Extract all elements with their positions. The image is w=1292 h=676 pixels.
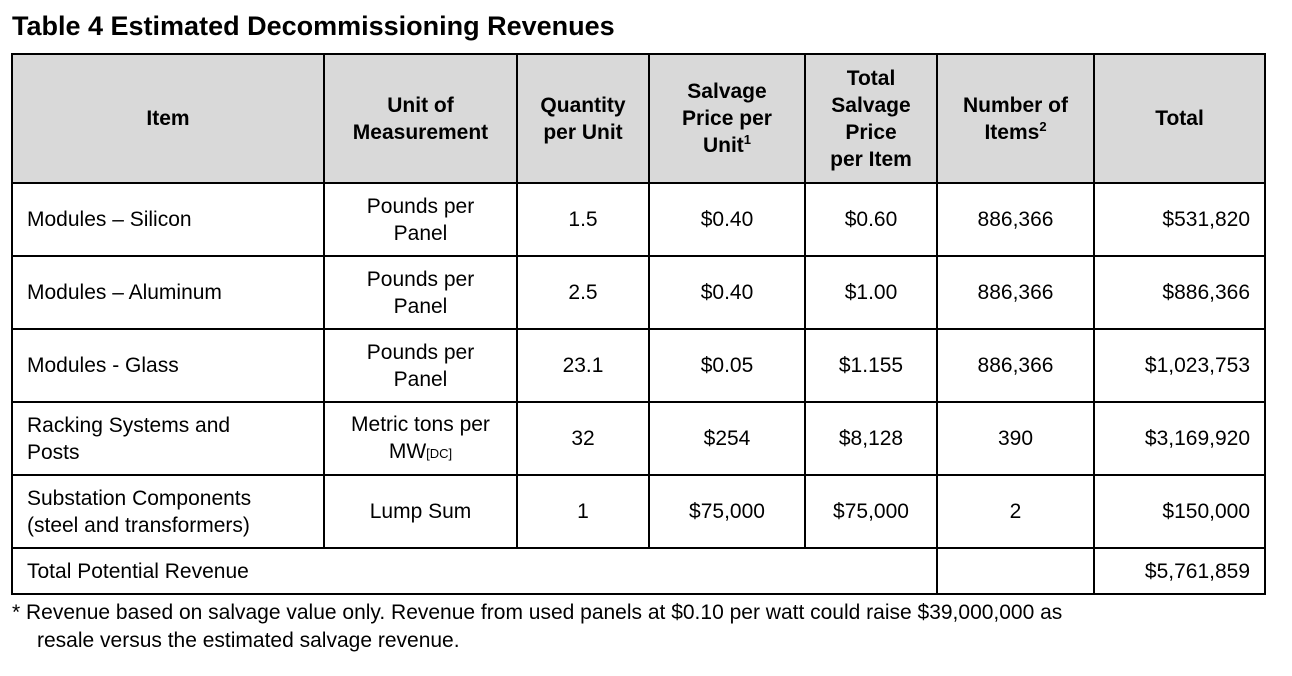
- quantity-cell: 1: [517, 475, 649, 548]
- header-salvage-price: Salvage Price per Unit$^1$: [649, 54, 805, 183]
- number-of-items-cell: 886,366: [937, 256, 1094, 329]
- header-total-salvage-price: Total Salvage Price per Item: [805, 54, 937, 183]
- total-potential-revenue-label: Total Potential Revenue: [12, 548, 937, 594]
- header-number-of-items: Number of Items$^2$: [937, 54, 1094, 183]
- number-of-items-cell: 390: [937, 402, 1094, 475]
- total-cell: $531,820: [1094, 183, 1265, 256]
- number-of-items-cell: 886,366: [937, 329, 1094, 402]
- quantity-cell: 23.1: [517, 329, 649, 402]
- salvage-price-cell: $75,000: [649, 475, 805, 548]
- unit-cell: Pounds per Panel: [324, 329, 517, 402]
- item-cell: Modules – Aluminum: [12, 256, 324, 329]
- decommissioning-revenue-table: [11, 53, 1266, 595]
- header-unit: Unit of Measurement: [324, 54, 517, 183]
- salvage-price-cell: $0.40: [649, 183, 805, 256]
- table-row: [12, 402, 1265, 475]
- quantity-cell: 2.5: [517, 256, 649, 329]
- header-quantity: Quantity per Unit: [517, 54, 649, 183]
- footnote-marker: 1: [743, 132, 752, 147]
- total-salvage-price-cell: $1.155: [805, 329, 937, 402]
- salvage-price-cell: $0.40: [649, 256, 805, 329]
- item-cell: Modules – Silicon: [12, 183, 324, 256]
- total-cell: $886,366: [1094, 256, 1265, 329]
- quantity-cell: 32: [517, 402, 649, 475]
- total-potential-revenue-value: $5,761,859: [1094, 548, 1265, 594]
- header-total: Total: [1094, 54, 1265, 183]
- number-of-items-cell: 886,366: [937, 183, 1094, 256]
- unit-cell: Pounds per Panel: [324, 183, 517, 256]
- total-cell: $3,169,920: [1094, 402, 1265, 475]
- table-row: [12, 329, 1265, 402]
- total-salvage-price-cell: $0.60: [805, 183, 937, 256]
- footnote-marker: 2: [1039, 118, 1047, 134]
- number-of-items-cell: 2: [937, 475, 1094, 548]
- footnote-line-1: * Revenue based on salvage value only. Revenue from used panels at $0.10 per watt could raise $39,000,000 as: [12, 601, 1063, 624]
- item-cell: Substation Components (steel and transformers): [12, 475, 324, 548]
- unit-cell: Lump Sum: [324, 475, 517, 548]
- total-cell: $150,000: [1094, 475, 1265, 548]
- salvage-price-cell: $254: [649, 402, 805, 475]
- table-footnote: [12, 599, 1272, 655]
- item-cell: Modules - Glass: [12, 329, 324, 402]
- total-row-empty-cell: [937, 548, 1094, 594]
- item-cell: Racking Systems and Posts: [12, 402, 324, 475]
- unit-subscript: [DC]: [426, 445, 453, 461]
- header-row: [12, 54, 1265, 183]
- table-row: [12, 475, 1265, 548]
- salvage-price-cell: $0.05: [649, 329, 805, 402]
- unit-cell: Metric tons per MW[DC]: [324, 402, 517, 475]
- header-item: Item: [12, 54, 324, 183]
- total-salvage-price-cell: $1.00: [805, 256, 937, 329]
- unit-cell: Pounds per Panel: [324, 256, 517, 329]
- table-title: Table 4 Estimated Decommissioning Revenues: [12, 11, 615, 41]
- table-row: [12, 183, 1265, 256]
- total-salvage-price-cell: $75,000: [805, 475, 937, 548]
- total-row: [12, 548, 1265, 594]
- total-salvage-price-cell: $8,128: [805, 402, 937, 475]
- quantity-cell: 1.5: [517, 183, 649, 256]
- table-row: [12, 256, 1265, 329]
- footnote-line-2: resale versus the estimated salvage revenue.: [37, 629, 460, 652]
- total-cell: $1,023,753: [1094, 329, 1265, 402]
